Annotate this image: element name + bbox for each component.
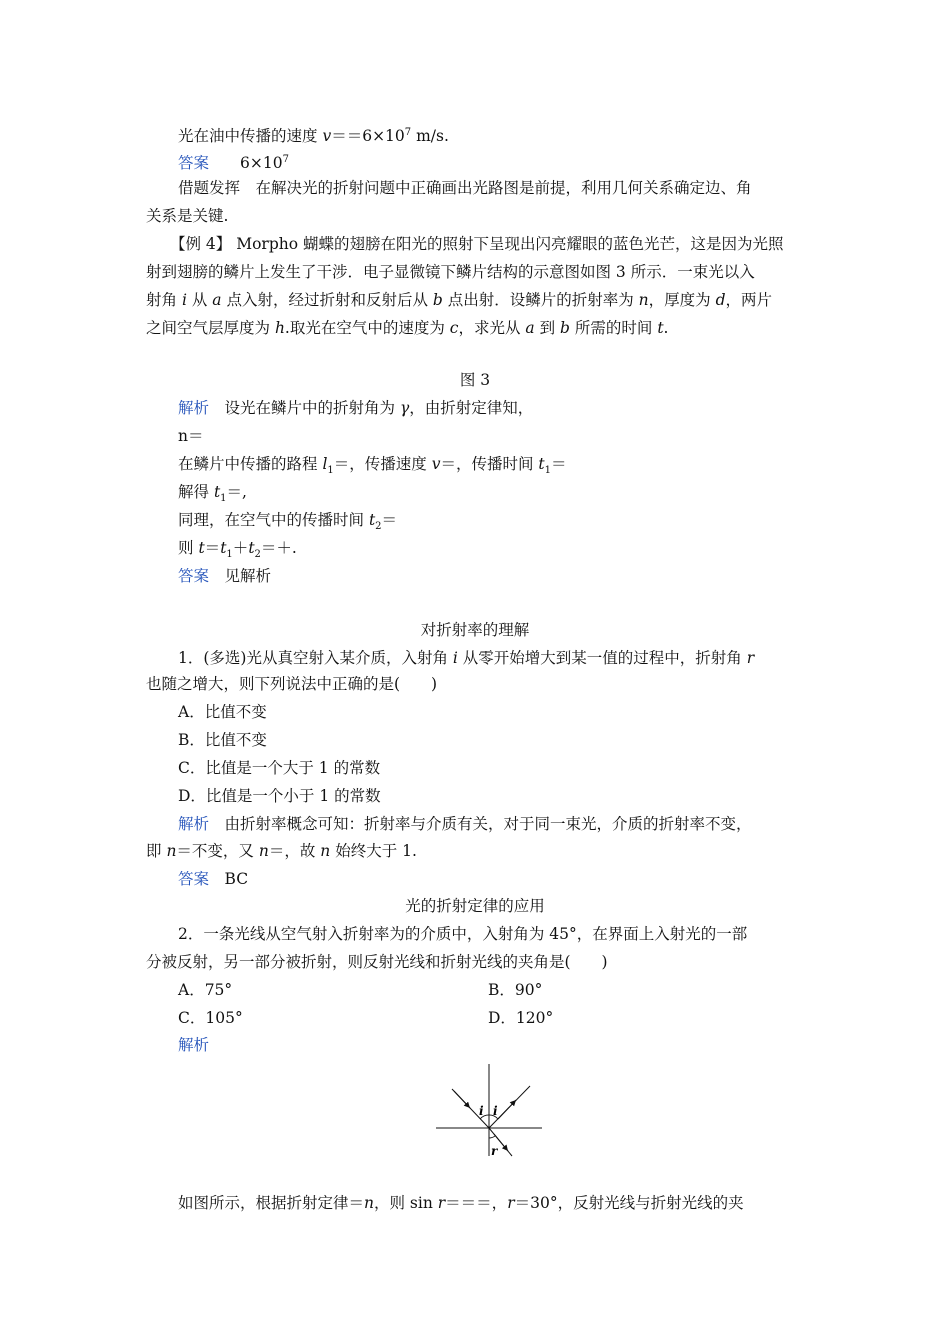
answer-label: 答案 (178, 870, 210, 888)
option-c: C．比值是一个大于 1 的常数 (178, 759, 381, 777)
answer-label: 答案 (178, 567, 210, 585)
option-a: A．比值不变 (178, 703, 267, 721)
option-d: D．比值是一个小于 1 的常数 (178, 787, 381, 805)
text-line: 同理，在空气中的传播时间 $t_2=$ (178, 511, 398, 533)
text-line: 射到翅膀的鳞片上发生了干涉．电子显微镜下鳞片结构的示意图如图 3 所示．一束光以入 (146, 263, 755, 281)
text-line: 也随之增大，则下列说法中正确的是( ) (146, 675, 438, 693)
answer-line: 答案 BC (178, 870, 249, 888)
text-line: n＝ (178, 427, 204, 445)
solution-label: 解析 (178, 1036, 210, 1054)
answer-label: 答案 (178, 154, 210, 173)
text-line: 如图所示，根据折射定律＝n，则 sin r＝＝＝，r＝30°，反射光线与折射光线的夹 (178, 1194, 744, 1212)
example-4-label: 【例 4】 (170, 235, 232, 253)
section-title: 光的折射定律的应用 (405, 897, 545, 915)
option-d: D．120° (488, 1009, 554, 1027)
section-title: 对折射率的理解 (420, 621, 530, 639)
figure-3-caption: 图 3 (459, 371, 491, 389)
option-b: B．比值不变 (178, 731, 267, 749)
angle-i-label: i (493, 1104, 498, 1118)
angle-i-label: i (479, 1104, 484, 1118)
answer-line: 答案 $6\times 10^7$ (178, 154, 289, 173)
text-line: 解得 $t_1=$, (178, 483, 247, 505)
incident-arrow (454, 1091, 470, 1108)
option-b: B．90° (488, 981, 543, 999)
question-1-line: 1．(多选)光从真空射入某介质，入射角 i 从零开始增大到某一值的过程中，折射角 r (178, 649, 755, 667)
angle-r-label: r (491, 1144, 498, 1158)
text-line: 即 n＝不变，又 n＝，故 n 始终大于 1. (146, 842, 417, 860)
text-line: 射角 i 从 a 点入射，经过折射和反射后从 b 点出射．设鳞片的折射率为 n，厚度为 d，两片 (146, 291, 773, 309)
text-line: 在鳞片中传播的路程 $l_1=$，传播速度 v＝，传播时间 $t_1=$ (178, 455, 567, 477)
text-line: 之间空气层厚度为 h.取光在空气中的速度为 c，求光从 a 到 b 所需的时间 t. (146, 319, 669, 337)
angle-arc (489, 1136, 495, 1138)
solution-label: 解析 (178, 815, 210, 833)
text-line: 关系是关键. (146, 207, 229, 225)
text-line: 借题发挥 在解决光的折射问题中正确画出光路图是前提，利用几何关系确定边、角 (178, 179, 752, 197)
solution-line: 解析 设光在鳞片中的折射角为 γ，由折射定律知， (178, 399, 534, 417)
text-line: 光在油中传播的速度 $v==6\times 10^7$ m/s. (178, 127, 449, 146)
example-4-line: 【例 4】 Morpho 蝴蝶的翅膀在阳光的照射下呈现出闪亮耀眼的蓝色光芒，这是因为光照 (170, 235, 784, 253)
question-2-line: 2．一条光线从空气射入折射率为的介质中，入射角为 45°，在界面上入射光的一部 (178, 925, 748, 943)
text-line: 则 $t=t_1+t_2=+$. (178, 539, 297, 561)
refraction-diagram (436, 1064, 546, 1159)
answer-line: 答案 见解析 (178, 567, 272, 585)
option-c: C．105° (178, 1009, 243, 1027)
solution-line: 解析 由折射率概念可知：折射率与介质有关，对于同一束光，介质的折射率不变， (178, 815, 752, 833)
text-line: 分被反射，另一部分被折射，则反射光线和折射光线的夹角是( ) (146, 953, 608, 971)
reflected-arrow (498, 1100, 516, 1119)
option-a: A．75° (178, 981, 233, 999)
solution-label: 解析 (178, 399, 210, 417)
